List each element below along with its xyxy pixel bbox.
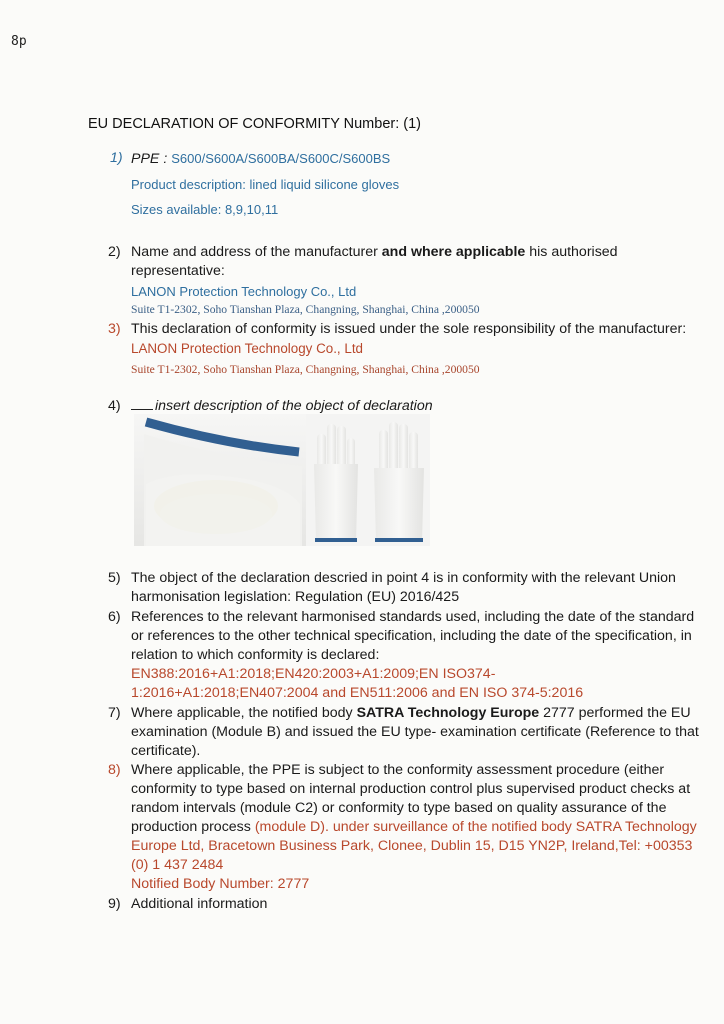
ppe-models: S600/S600A/S600BA/S600C/S600BS [171,151,391,166]
standards-reference-text: References to the relevant harmonised standards used, including the date of the standard or references to the other technical specification, including the date of the specification, in relation to which conformity is declared: [131,609,695,663]
assessment-module-d-text: (module D). under surveillance of the notified body SATRA Technology Europe Ltd, Bracetown Business Park, Clonee, Dublin 15, D15 YN2P, Ireland,Tel: +00353 (0) 1 437 2484 [131,819,697,873]
object-description-prompt: insert description of the object of declaration [155,398,433,414]
item-6 [108,608,708,703]
item-6-number: 6) [108,609,121,625]
notified-body-name: SATRA Technology Europe [356,705,540,721]
responsibility-address: Suite T1-2302, Soho Tianshan Plaza, Changning, Shanghai, China ,200050 [131,363,480,376]
notified-body-number: Notified Body Number: 2777 [131,876,310,892]
item-2-number: 2) [108,244,121,260]
ppe-prefix: PPE : [131,151,172,167]
notified-body-text-a: Where applicable, the notified body [131,705,357,721]
item-5-number: 5) [108,570,121,586]
item-5 [108,569,708,607]
assessment-procedure-text: Where applicable, the PPE is subject to the conformity assessment procedure (either conformity to type based on internal production control plus supervised product checks at random intervals (module C2) or conformity to type based on quality assurance of the production process [131,762,691,835]
sizes-available: Sizes available: 8,9,10,11 [131,202,279,217]
item-8-number: 8) [108,762,121,778]
standards-list-line-1: EN388:2016+A1:2018;EN420:2003+A1:2009;EN ISO374- [131,666,496,682]
blank-underline [131,409,153,410]
item-4-number: 4) [108,398,121,414]
item-8 [108,761,708,894]
responsibility-company: LANON Protection Technology Co., Ltd [131,341,363,356]
item-2 [108,243,708,318]
standards-list-line-2: 1:2016+A1:2018;EN407:2004 and EN511:2006 and EN ISO 374-5:2016 [131,685,584,701]
manufacturer-address: Suite T1-2302, Soho Tianshan Plaza, Changning, Shanghai, China ,200050 [131,303,480,316]
manufacturer-text-b: his authorised representative: [131,244,618,279]
item-1-number: 1) [110,150,123,166]
item-9 [108,895,708,914]
item-7-number: 7) [108,705,121,721]
glove-image [134,414,430,546]
item-1 [108,149,708,219]
notified-body-text-b: 2777 performed the EU examination (Module B) and issued the EU type- examination certificate (Reference to that certificate). [131,705,699,759]
conformity-legislation-text: The object of the declaration descried in point 4 is in conformity with the relevant Union harmonisation legislation: Regulation (EU) 2016/425 [131,570,676,605]
additional-information: Additional information [131,896,268,912]
manufacturer-company: LANON Protection Technology Co., Ltd [131,284,357,299]
product-photo [134,414,430,546]
item-7 [108,704,708,761]
manufacturer-text-bold: and where applicable [381,244,526,260]
page-corner-mark: 8p [11,34,27,49]
document-title: EU DECLARATION OF CONFORMITY Number: (1) [88,116,421,132]
item-3-number: 3) [108,321,121,337]
responsibility-text: This declaration of conformity is issued under the sole responsibility of the manufacturer: [131,321,687,337]
product-description: Product description: lined liquid silicone gloves [131,177,400,192]
item-3 [108,320,708,378]
manufacturer-text-a: Name and address of the manufacturer [131,244,382,260]
item-9-number: 9) [108,896,121,912]
